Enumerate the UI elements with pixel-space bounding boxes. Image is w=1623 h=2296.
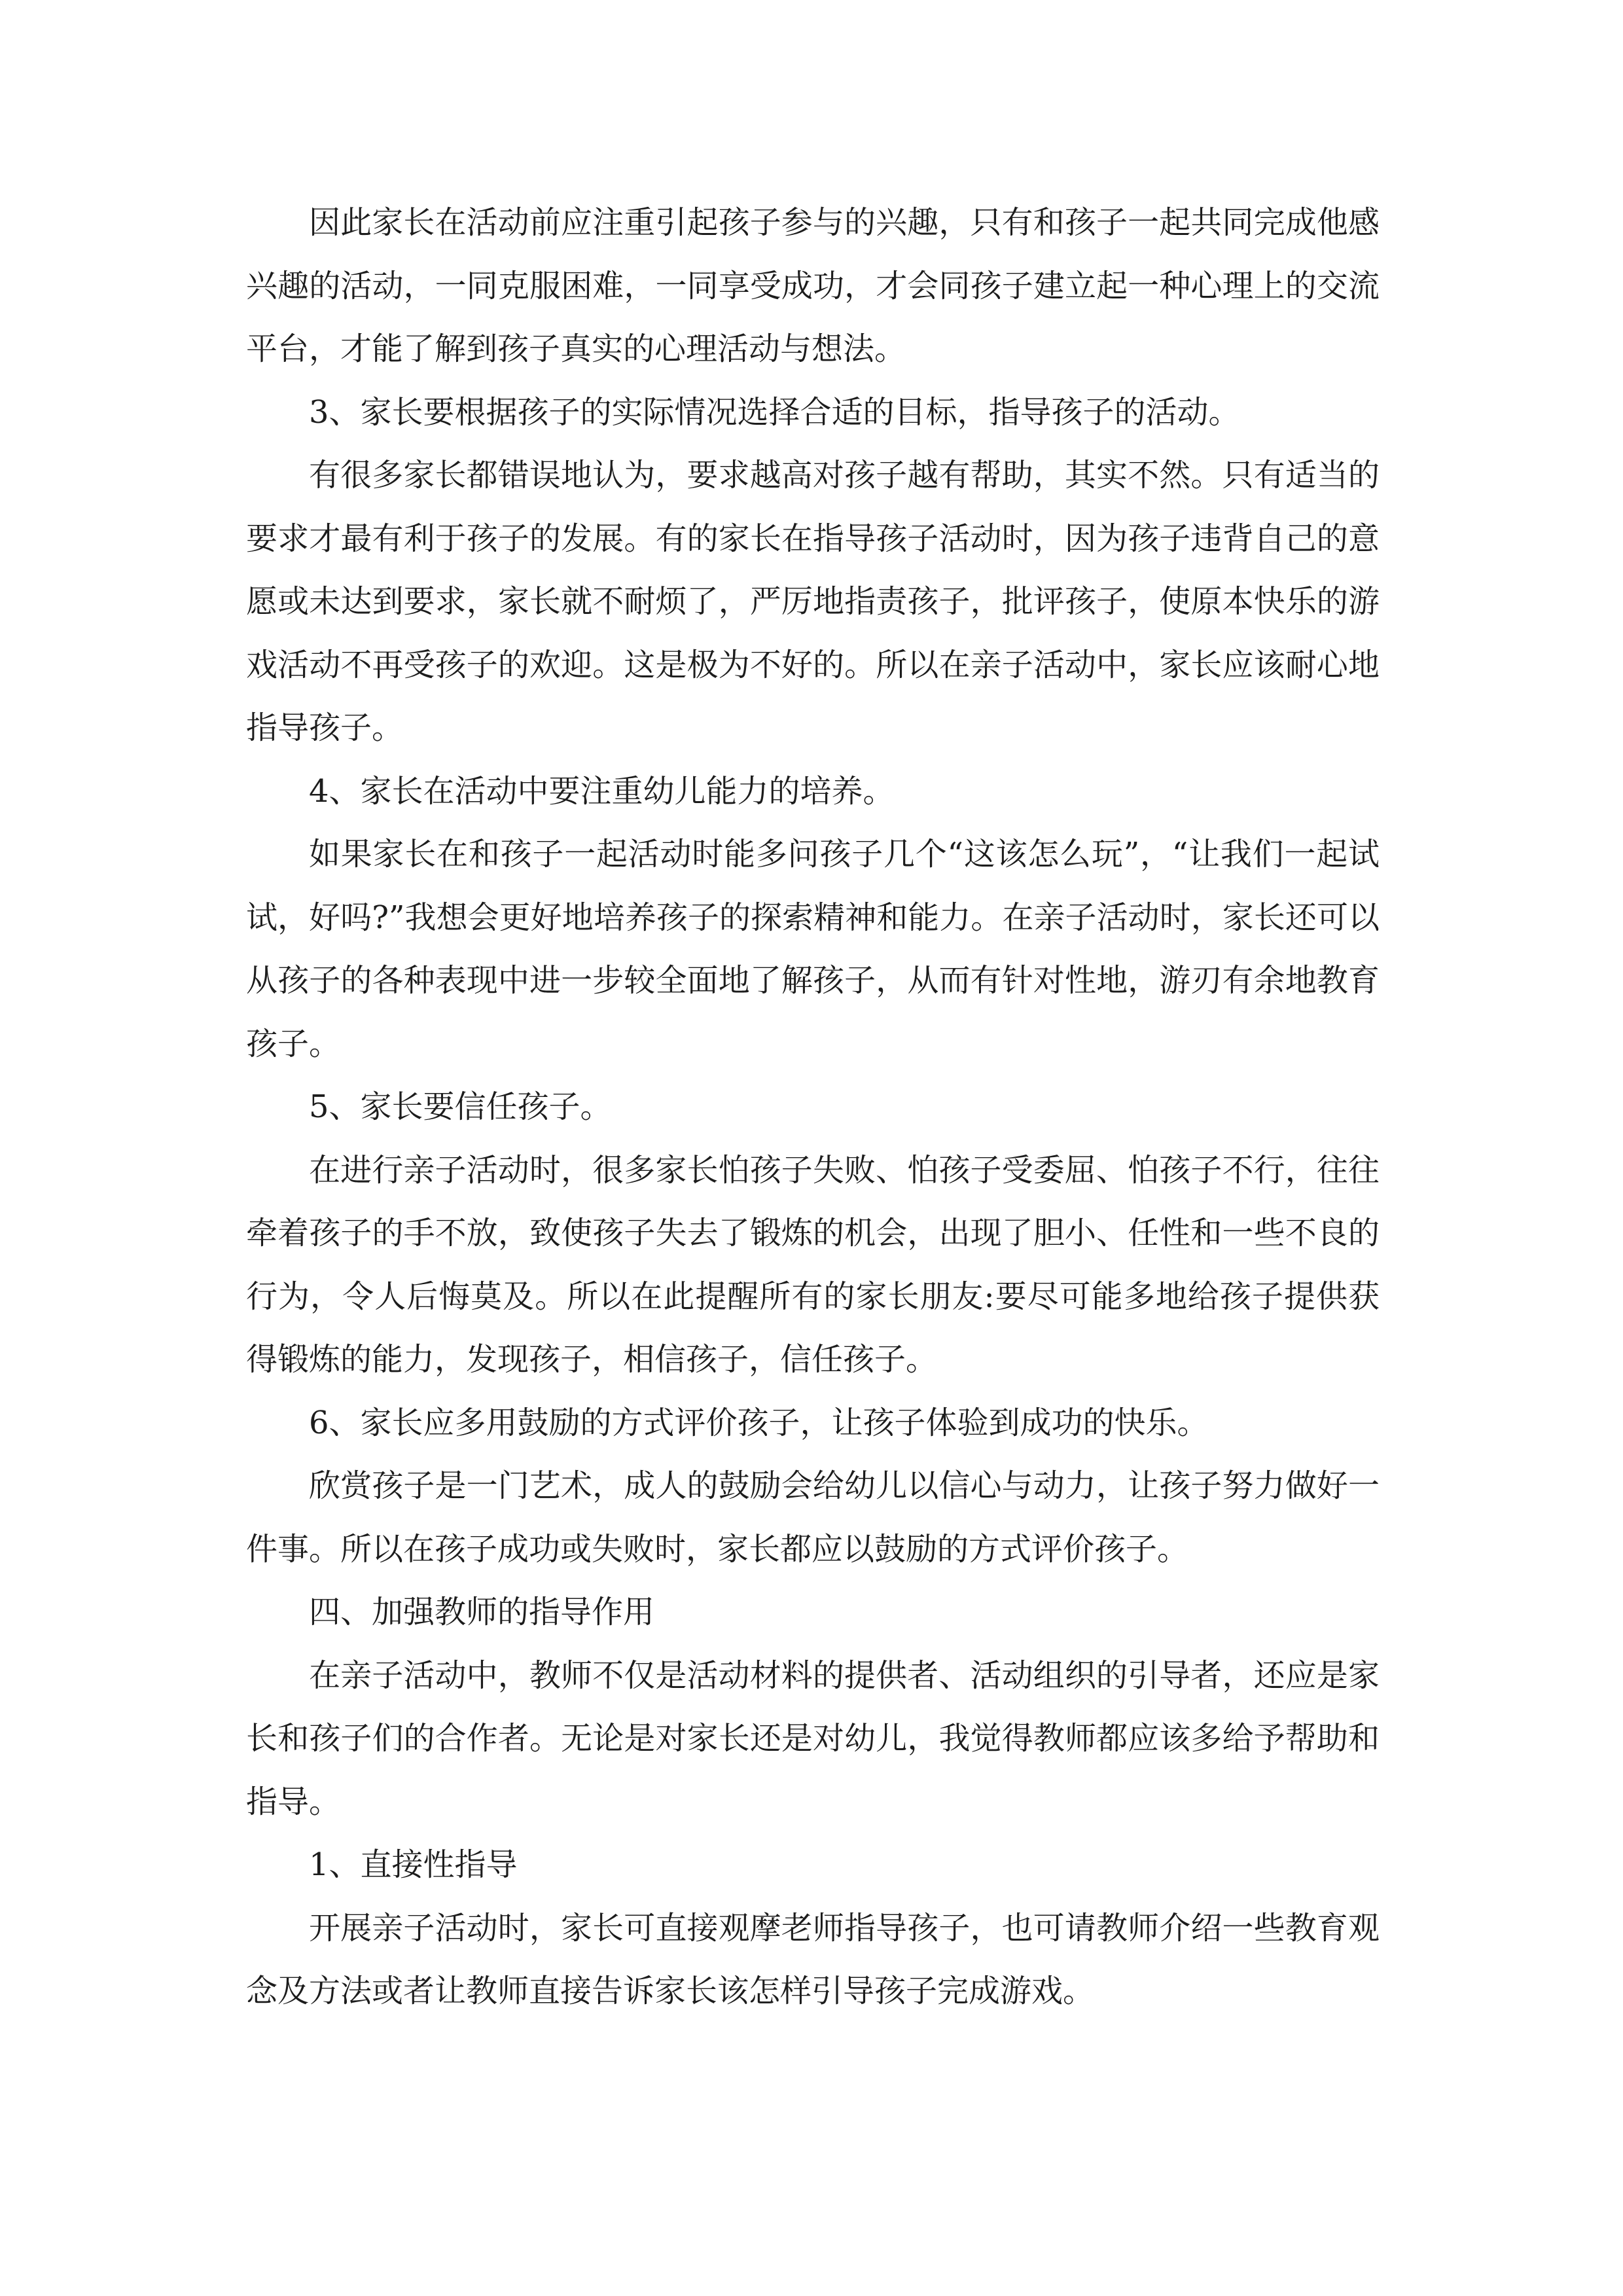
section-heading-four: 四、加强教师的指导作用 — [309, 1594, 655, 1630]
paragraph-trust-children: 在进行亲子活动时，很多家长怕孩子失败、怕孩子受委屈、怕孩子不行，往往牵着孩子的手不放，致使孩子失去了锻炼的机会，出现了胆小、任性和一些不良的行为，令人后悔莫及。所以在此提醒所有的家长朋友:要尽可能多地给孩子提供获得锻炼的能力，发现孩子，相信孩子，信任孩子。 — [246, 1151, 1380, 1378]
paragraph-intro-interest: 因此家长在活动前应注重引起孩子参与的兴趣，只有和孩子一起共同完成他感兴趣的活动，一同克服困难，一同享受成功，才会同孩子建立起一种心理上的交流平台，才能了解到孩子真实的心理活动与想法。 — [246, 204, 1380, 367]
paragraph-encouragement: 欣赏孩子是一门艺术，成人的鼓励会给幼儿以信心与动力，让孩子努力做好一件事。所以在孩子成功或失败时，家长都应以鼓励的方式评价孩子。 — [246, 1467, 1380, 1568]
heading-point-5: 5、家长要信任孩子。 — [309, 1088, 612, 1125]
heading-point-6: 6、家长应多用鼓励的方式评价孩子，让孩子体验到成功的快乐。 — [309, 1404, 1209, 1441]
document-body — [246, 191, 1380, 2023]
paragraph-ability-training: 如果家长在和孩子一起活动时能多问孩子几个“这该怎么玩”，“让我们一起试试，好吗?”我想会更好地培养孩子的探索精神和能力。在亲子活动时，家长还可以从孩子的各种表现中进一步较全面地了解孩子，从而有针对性地，游刃有余地教育孩子。 — [246, 836, 1380, 1062]
heading-point-3: 3、家长要根据孩子的实际情况选择合适的目标，指导孩子的活动。 — [309, 393, 1240, 431]
paragraph-appropriate-requirements: 有很多家长都错误地认为，要求越高对孩子越有帮助，其实不然。只有适当的要求才最有利于孩子的发展。有的家长在指导孩子活动时，因为孩子违背自己的意愿或未达到要求，家长就不耐烦了，严厉地指责孩子，批评孩子，使原本快乐的游戏活动不再受孩子的欢迎。这是极为不好的。所以在亲子活动中，家长应该耐心地指导孩子。 — [246, 457, 1380, 746]
paragraph-teacher-role: 在亲子活动中，教师不仅是活动材料的提供者、活动组织的引导者，还应是家长和孩子们的合作者。无论是对家长还是对幼儿，我觉得教师都应该多给予帮助和指导。 — [246, 1657, 1380, 1820]
heading-point-4: 4、家长在活动中要注重幼儿能力的培养。 — [309, 772, 895, 810]
paragraph-direct-guidance: 开展亲子活动时，家长可直接观摩老师指导孩子，也可请教师介绍一些教育观念及方法或者让教师直接告诉家长该怎样引导孩子完成游戏。 — [246, 1909, 1380, 2009]
heading-direct-guidance: 1、直接性指导 — [309, 1846, 518, 1883]
